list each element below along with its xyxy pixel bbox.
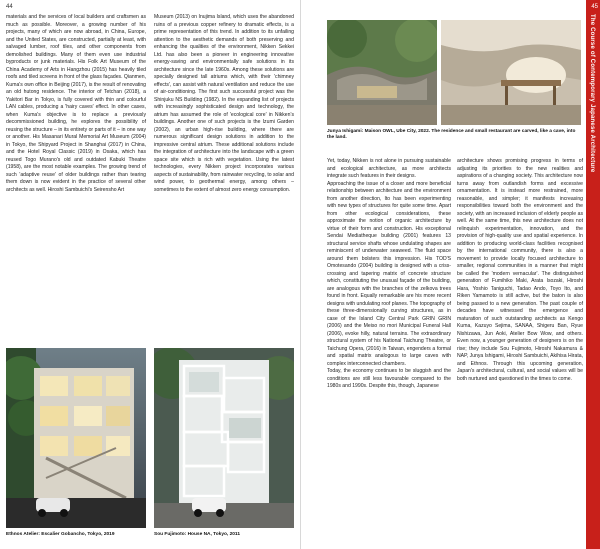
caption-escalier-gobancho: Ethnos Atelier: Escalier Gobancho, Tokyo, 2019 xyxy=(6,532,115,537)
photo-house-na xyxy=(154,348,294,528)
left-column-2 xyxy=(154,14,294,194)
paragraph: architecture shows promising progress in terms of adjusting its priorities to the new realities and aspirations of a changing society. This architecture now turns away from outlandish forms and excessive ornamentation. It is instead more restrained, more reasonable, and simpler; it manifests increasing responsibilities toward both the environment and the society, with an increased inclusion of elderly people as well. At the same time, this new architecture does not relinquish experimentation, innovation, and the provision of high-quality use and spatial experience. In addition to producing world-class facilities recognised by the international community, there is also a movement to provide locally focused architecture to smaller, regional communities in a manner that might be called the 'modern vernacular'. The distinguished generation of Fumihiko Maki, Arata Isozaki, Hiroshi Hara, Yoshio Taniguchi, Tadao Ando, Toyo Ito, and Riken Yamamoto is still active, but the baton is also being passed to a new generation. The past couple of decades have witnessed the emergence and maturation of such outstanding architects as Kengo Kuma, Kazuyo Sejima, SANAA, Shigeru Ban, Ryue Nishizawa, Jun Aoki, Atelier Bow Wow, and others. Even now, a younger generation of designers is on the rise; they include Sou Fujimoto, Hiroshi Nakamura & NAP, Junya Ishigami, Hiroshi Sambuichi, Akihisa Hirata, and Ethnos. Through this upcoming generation, Japan's architectural, cultural, and social values will be both nurtured and questioned in the times to come. xyxy=(457,158,583,382)
building-photo xyxy=(6,348,146,528)
right-column-2 xyxy=(457,158,583,383)
caption-house-na: Sou Fujimoto: House NA, Tokyo, 2011 xyxy=(154,532,240,537)
right-column-1 xyxy=(327,158,451,391)
photo-escalier-gobancho xyxy=(6,348,146,528)
photo-maison-owl-interior xyxy=(441,20,581,125)
paragraph: Approaching the issue of a closer and more beneficial relationship between architecture and the environment from another direction, Ito has been experimenting with new types of structures for quite some time. Apart from other ecological considerations, these approximate the notion of organic architecture by virtue of their form and construction. His exceptional Sendai Mediatheque building (2001) features 13 structural service shafts whose undulating shapes are reminiscent of underwater seaweed. The fluid space around them bolsters this impression. His TOD'S Omotesando (2004) building is designed with a criss-crossing and tapering matrix of concrete structure which, constituting the unusual façade of the building, are analogous with the branches of the zelkova trees found in front. Equally remarkable are his more recent designs with undulating roof planes. The topography of these three-dimensionally curving structures, as in case of the Island City Central Park GRIN GRIN (2006) and the Meiso no mori Municipal Funeral Hall (2006), evoke hilly, natural terrains. The extraordinary structural system of his National Taichung Theatre, or Taichung Opera, (2016) in Taiwan, engenders a formal and spatial matrix analogous to large caves with complex interconnected chambers. xyxy=(327,180,451,367)
chapter-side-tab xyxy=(586,0,600,549)
house-photo xyxy=(154,348,294,528)
caption-maison-owl: Junya Ishigami: Maison OWL, Ube City, 2022. The residence and small restaurant are carved, like a cave, into the land. xyxy=(327,129,576,141)
left-column-1 xyxy=(6,14,146,194)
photo-maison-owl-exterior xyxy=(327,20,437,125)
right-page xyxy=(300,0,600,549)
page-number-right: 45 xyxy=(591,4,598,10)
cave-interior-photo xyxy=(441,20,581,125)
paragraph: Today, the economy continues to be sluggish and the conditions are still less favourable compared to the 1980s and 1990s. Despite this, though, Japanese xyxy=(327,368,451,389)
paragraph: Yet, today, Nikken is not alone in pursuing sustainable and ecological architecture, as more architects integrate such features in their designs. xyxy=(327,158,451,179)
paragraph: Museum (2013) on Inujima Island, which uses the abandoned ruins of a previous copper refinery to dramatic effects, is a prime representation of this trend. In addition to its unfailing attention to the aesthetic demands of both preserving and enhancing the qualities of the environment, Nikken Sekkei Ltd. has also been a pioneer in engineering innovative energy-saving and environmentally safe solutions in its architecture since the late 1960s. Among these solutions are specially designed tall atriums which, with their 'chimney effects', can assist with natural ventilation and reduce the use of air-conditioning. The first such successful project was the Shinjuku NS Building (1982). In the expanding list of projects with increasingly sophisticated design and technology, the atrium has assumed the role of 'ecological core' in Nikken's buildings. Another one of such projects is the Izumi Garden (2002), an urban high-rise building, where there are numerous significant design solutions in addition to the impressive central atrium. These additional solutions include the integration of architecture into the landscape with a green space site which is rich with vegetation. Using the latest technologies, every Nikken project incorporates various aspects of sustainability, from rainwater recycling, to solar and wind power, to geothermal energy, among others – sometimes to the extent of almost zero energy consumption. xyxy=(154,14,294,193)
chapter-title: The Course of Contemporary Japanese Architecture xyxy=(589,14,595,173)
page-number-left: 44 xyxy=(6,4,13,10)
paragraph: materials and the services of local builders and craftsmen as much as possible. Moreover, a growing number of his projects, many of which are now abroad, in China, Europe, and the United States, are constructed, partially at least, with salvaged lumber, roof tiles, and other components from demolished buildings. Many of them even use industrial byproducts or junk materials. His Folk Art Museum of the China Academy of Arts in Hangzhou (2015) has heavily tiled roofs and tiled screens in front of the glass façades. Qianmen, Kuma's own office in Beijing (2017), is the result of renovating an old hutong residence. The interior of Tetchan (2018), a Yakitori Bar in Tokyo, is fully covered with thin and colourful LAN cables, producing a 'hairy caves' effect. In other cases, when Kuma's objective is to replace a previously decommissioned building, he explores the possibility of reusing the structure – in its entirety or parts of it – in one way or another. His Masanari Mural Memorial Art Museum (2004) in Tokyo, the Shipyard Project in Shanghai (2017) in China, and the Hotel Royal Classic (2019) in Osaka, which has reused Togo Murano's old and outdated Kabuki Theatre (1958), are the most notable examples. The growing trend of such 'adaptive reuse' of older buildings rather than tearing them down is now evident in the practice of several other architects as well. Hiroshi Sambuichi's Seirensho Art xyxy=(6,14,146,193)
cave-house-photo xyxy=(327,20,437,125)
